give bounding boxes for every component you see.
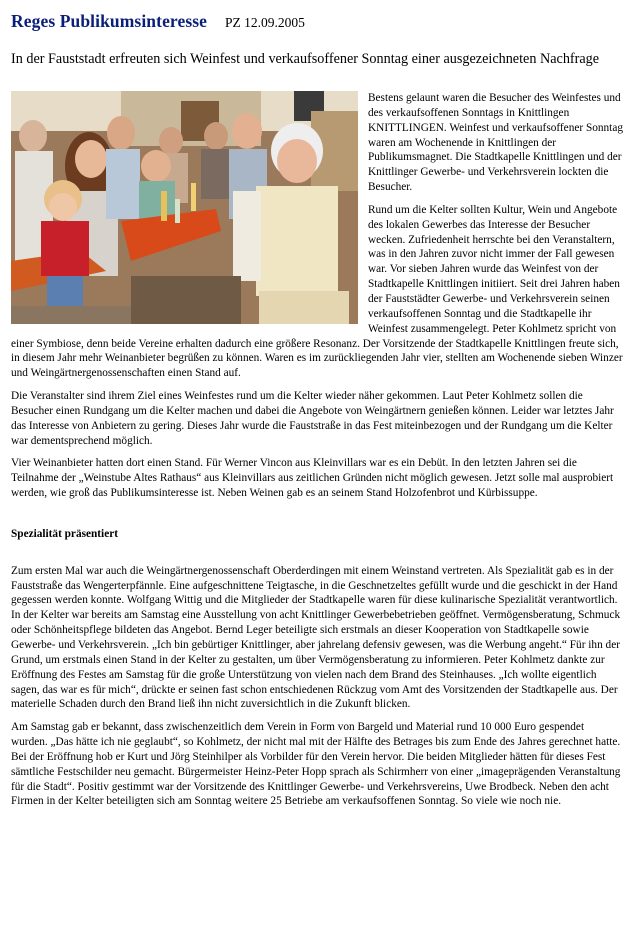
paragraph-5: Zum ersten Mal war auch die Weingärtnergenossenschaft Oberderdingen mit einem Weinstand vertreten. Als Spezialität gab es in der Fauststraße das Wengerterpfännle. Eine aufgeschnittene Teigtasche, in die Geschnetzeltes gefüllt wurde und die geschickt in der Hand gegessen werden konnte. Wolfgang Wittig und die Mitglieder der Stadtkapelle waren für diese kulinarische Spezialität verantwortlich. In der Kelter war bereits am Samstag eine Ausstellung von acht Knittlinger Gewerbebetrieben geöffnet. Vermögensberatung, Schmuck oder Schönheitspflege bildeten das Angebot. Bernd Leger beteiligte sich erstmals an dieser Kooperation von Stadtkapelle sowie Gewerbe- und Verkehrsverein. „Ich bin gebürtiger Knittlinger, aber jahrelang defensiv gewesen, was die Werbung angeht.“ Für ihn der Grund, um erstmals einen Stand in der Kelter zu gestalten, um über Vermögensberatung zu informieren. Peter Kohlmetz dankte zur Eröffnung des Festes am Samstag für die große Unterstützung von vielen nach dem Brand des Steinhauses. „Ich wollte eigentlich sagen, das war es für mich“, drückte er seinen fast schon entschiedenen Rückzug vom Amt des Vorsitzenden der Stadtkapelle aus. Der materielle Schaden durch den Brand ließ ihn nicht zuversichtlich in die Zukunft blicken. <box>11 564 621 711</box>
source-date: PZ 12.09.2005 <box>225 15 305 30</box>
paragraph-2: Rund um die Kelter sollten Kultur, Wein und Angebote des lokalen Gewerbes das Interesse der Besucher wecken. Zufriedenheit herrschte bei den Veranstaltern, was in den Jahren zuvor nicht immer der Fall gewesen war. Vor sieben Jahren wurde das Weinfest von der Stadtkapelle Knittlingen initiiert. Seit drei Jahren haben der Fauststädter Gewerbe- und Verkehrsverein seinen verkaufsoffenen Sonntag und die Stadtkapelle ihr Weinfest zusammengelegt. Peter Kohlmetz spricht von einer Symbiose, denn beide Vereine erhalten dadurch eine größere Resonanz. Der Vorsitzende der Stadtkapelle Knittlingen freute sich, in diesem Jahr mehr Weinanbieter begrüßen zu können. Waren es im zurückliegenden Jahr vier, stellten am Wochenende sieben Winzer und Weingärtnergenossenschaften einen Stand auf. <box>11 203 623 380</box>
article-lead: In der Fauststadt erfreuten sich Weinfest und verkaufsoffener Sonntag einer ausgezeichneten Nachfrage <box>11 51 600 67</box>
paragraph-6: Am Samstag gab er bekannt, dass zwischenzeitlich dem Verein in Form von Bargeld und Material rund 10 000 Euro gespendet wurden. „Das hätte ich nie geglaubt“, so Kohlmetz, der nicht mal mit der Hälfte des Betrages bis zum Ende des Jahres gerechnet hatte. Bei der Eröffnung hob er Kurt und Jörg Steinhilper als Vorbilder für den Verein hervor. Die beiden Mitglieder hätten für dieses Fest sämtliche Festschilder neu gemacht. Bürgermeister Heinz-Peter Hopp sprach als Schirmherr von einer „imageprägenden Veranstaltung für die Stadt“. Positiv gestimmt war der Vorsitzende des Knittlinger Gewerbe- und Verkehrsvereins, Uwe Brodbeck. Neben den acht Firmen in der Kelter beteiligten sich am Sonntag weitere 25 Betriebe am verkaufsoffenen Sonntag. So viele wie noch nie. <box>11 721 621 808</box>
article-body <box>11 91 623 817</box>
paragraph-1: Bestens gelaunt waren die Besucher des Weinfestes und des verkaufsoffenen Sonntags in Knittlingen KNITTLINGEN. Weinfest und verkaufsoffener Sonntag waren am Wochenende in Knittlingen der Publikumsmagnet. Die Stadtkapelle Knittlingen und der Knittlinger Gewerbe- und Verkehrsverein lockten die Besucher. <box>368 92 623 194</box>
wine-festival-photo <box>11 91 358 324</box>
paragraph-3: Die Veranstalter sind ihrem Ziel eines Weinfestes rund um die Kelter wieder näher gekommen. Laut Peter Kohlmetz sollen die Besucher einen Rundgang um die Kelter machen und dabei die Angebote von Weingärtnern genießen können. Leider war letztes Jahr das Interesse von Anbietern zu gering. Dieses Jahr wurde die Fauststraße in das Fest miteinbezogen und der Rundgang um die Kelter war dementsprechend möglich. <box>11 390 614 447</box>
section-subheading: Spezialität präsentiert <box>11 527 118 540</box>
paragraph-4: Vier Weinanbieter hatten dort einen Stand. Für Werner Vincon aus Kleinvillars war es ein Debüt. In den letzten Jahren sei die Teilnahme der „Weinstube Altes Rathaus“ aus Kleinvillars aus zeitlichen Gründen nicht möglich gewesen. Jetzt solle mal ausprobiert werden, wie groß das Publikumsinteresse ist. Neben Weinen gab es an seinem Stand Holzofenbrot und Kürbissuppe. <box>11 457 614 500</box>
header <box>11 11 305 32</box>
article-title: Reges Publikumsinteresse <box>11 11 208 31</box>
